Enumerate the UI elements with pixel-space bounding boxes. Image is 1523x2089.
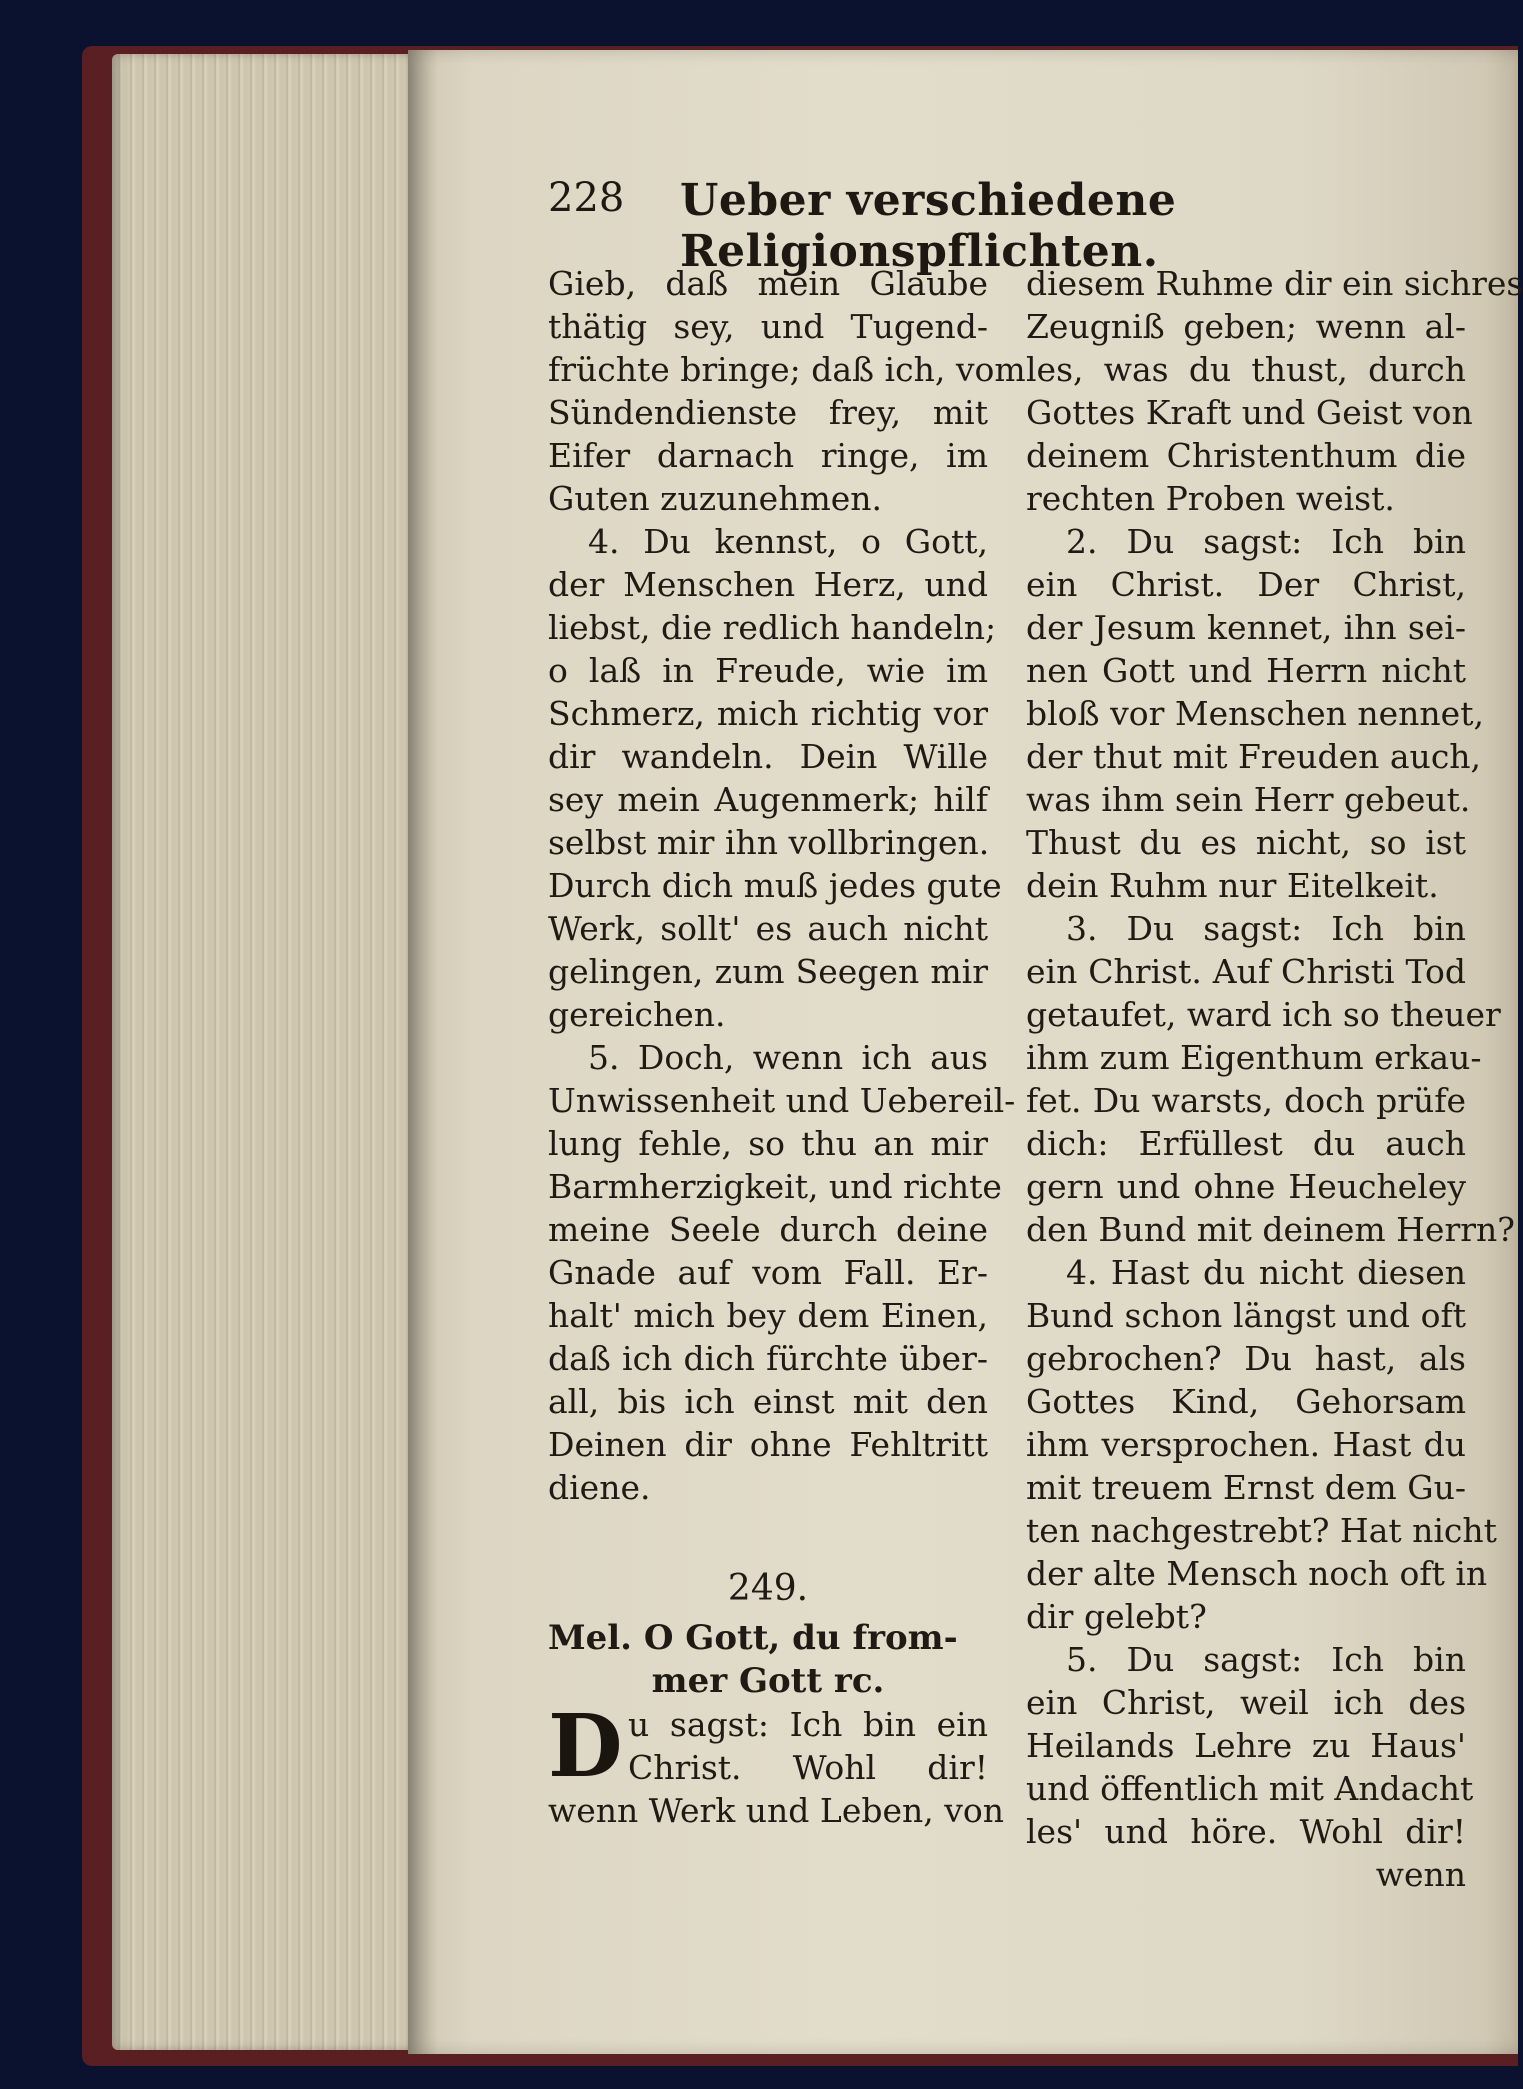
text-line: Bund schon längst und oft xyxy=(1026,1296,1466,1335)
text-line: 3. Du sagst: Ich bin xyxy=(1066,909,1466,948)
text-line: o laß in Freude, wie im xyxy=(548,651,988,690)
text-line: ein Christ. Auf Christi Tod xyxy=(1026,952,1466,991)
text-line: 4. Du kennst, o Gott, xyxy=(588,522,988,561)
text-line: Guten zuzunehmen. xyxy=(548,479,883,518)
right-verse-2 xyxy=(1026,520,1484,907)
text-line: diene. xyxy=(548,1468,651,1507)
text-line: Gottes Kind, Gehorsam xyxy=(1026,1382,1466,1421)
text-line: gelingen, zum Seegen mir xyxy=(548,952,988,991)
text-line: all, bis ich einst mit den xyxy=(548,1382,988,1421)
text-line: sey mein Augenmerk; hilf xyxy=(548,780,988,819)
text-line: liebst, die redlich handeln; xyxy=(548,608,997,647)
right-verse-4 xyxy=(1026,1251,1497,1638)
page-number: 228 xyxy=(548,175,625,221)
text-line: der Jesum kennet, ihn sei- xyxy=(1026,608,1466,647)
text-line: Unwissenheit und Uebereil- xyxy=(548,1081,1016,1120)
text-line: dir gelebt? xyxy=(1026,1597,1207,1636)
text-line: meine Seele durch deine xyxy=(548,1210,988,1249)
text-line: diesem Ruhme dir ein sichres xyxy=(1026,264,1523,303)
right-verse-5 xyxy=(1026,1638,1474,1896)
text-line: der alte Mensch noch oft in xyxy=(1026,1554,1488,1593)
text-line: der Menschen Herz, und xyxy=(548,565,988,604)
text-line: getaufet, ward ich so theuer xyxy=(1026,995,1501,1034)
text-line: 5. Doch, wenn ich aus xyxy=(588,1038,988,1077)
text-line: Heilands Lehre zu Haus' xyxy=(1026,1726,1466,1765)
text-line: Werk, sollt' es auch nicht xyxy=(548,909,988,948)
left-top-paragraph xyxy=(548,262,1026,520)
melody-line: Mel. O Gott, du from- xyxy=(548,1618,958,1658)
text-line: ein Christ. Der Christ, xyxy=(1026,565,1466,604)
right-top-paragraph xyxy=(1026,262,1523,520)
text-line: gern und ohne Heucheley xyxy=(1026,1167,1466,1206)
text-line: der thut mit Freuden auch, xyxy=(1026,737,1482,776)
gutter-shadow xyxy=(408,50,438,2054)
text-line: Schmerz, mich richtig vor xyxy=(548,694,988,733)
left-verse-5 xyxy=(548,1036,1016,1509)
text-line: 2. Du sagst: Ich bin xyxy=(1066,522,1466,561)
text-line: ten nachgestrebt? Hat nicht xyxy=(1026,1511,1497,1550)
text-line: 4. Hast du nicht diesen xyxy=(1066,1253,1466,1292)
text-line: dein Ruhm nur Eitelkeit. xyxy=(1026,866,1439,905)
text-line: ihm zum Eigenthum erkau- xyxy=(1026,1038,1482,1077)
text-line: ihm versprochen. Hast du xyxy=(1026,1425,1466,1464)
text-line: Gottes Kraft und Geist von xyxy=(1026,393,1473,432)
text-line: ein Christ, weil ich des xyxy=(1026,1683,1466,1722)
text-line: wenn Werk und Leben, von xyxy=(548,1791,1005,1830)
text-line: Gieb, daß mein Glaube xyxy=(548,264,988,303)
text-line: 5. Du sagst: Ich bin xyxy=(1066,1640,1466,1679)
text-line: früchte bringe; daß ich, vom xyxy=(548,350,1026,389)
left-column xyxy=(548,262,1026,1832)
text-line: Zeugniß geben; wenn al- xyxy=(1026,307,1466,346)
text-line: thätig sey, und Tugend- xyxy=(548,307,988,346)
right-verse-3 xyxy=(1026,907,1515,1251)
page-edges xyxy=(112,54,422,2050)
text-line: u sagst: Ich bin ein xyxy=(628,1705,988,1744)
text-line: den Bund mit deinem Herrn? xyxy=(1026,1210,1515,1249)
text-line: rechten Proben weist. xyxy=(1026,479,1395,518)
hymn-number: 249. xyxy=(727,1568,809,1609)
text-line: nen Gott und Herrn nicht xyxy=(1026,651,1466,690)
text-line: halt' mich bey dem Einen, xyxy=(548,1296,988,1335)
text-line: Thust du es nicht, so ist xyxy=(1026,823,1466,862)
text-line: selbst mir ihn vollbringen. xyxy=(548,823,990,862)
text-line: mit treuem Ernst dem Gu- xyxy=(1026,1468,1466,1507)
text-line: gereichen. xyxy=(548,995,726,1034)
running-title: Ueber verschiedene Religionspflichten. xyxy=(680,175,1177,277)
text-line: daß ich dich fürchte über- xyxy=(548,1339,988,1378)
text-line: Barmherzigkeit, und richte xyxy=(548,1167,1002,1206)
text-line: Sündendienste frey, mit xyxy=(548,393,988,432)
hymn-opening xyxy=(548,1696,1005,1832)
text-line: lung fehle, so thu an mir xyxy=(548,1124,988,1163)
text-line: bloß vor Menschen nennet, xyxy=(1026,694,1484,733)
text-line: Deinen dir ohne Fehltritt xyxy=(548,1425,988,1464)
drop-cap: D xyxy=(548,1696,623,1797)
catchword: wenn xyxy=(1375,1855,1466,1894)
text-line: was ihm sein Herr gebeut. xyxy=(1026,780,1471,819)
text-line: dich: Erfüllest du auch xyxy=(1026,1124,1466,1163)
text-line: Eifer darnach ringe, im xyxy=(548,436,988,475)
text-line: dir wandeln. Dein Wille xyxy=(548,737,988,776)
text-line: les, was du thust, durch xyxy=(1026,350,1466,389)
melody-line: mer Gott rc. xyxy=(651,1661,885,1701)
left-verse-4 xyxy=(548,520,1002,1036)
text-line: und öffentlich mit Andacht xyxy=(1026,1769,1474,1808)
page-header xyxy=(548,175,1478,277)
text-line: fet. Du warsts, doch prüfe xyxy=(1026,1081,1466,1120)
text-line: Durch dich muß jedes gute xyxy=(548,866,1002,905)
text-line: les' und höre. Wohl dir! xyxy=(1026,1812,1466,1851)
text-line: Christ. Wohl dir! xyxy=(628,1748,988,1787)
text-line: Gnade auf vom Fall. Er- xyxy=(548,1253,988,1292)
text-line: gebrochen? Du hast, als xyxy=(1026,1339,1466,1378)
right-column xyxy=(1026,262,1523,1896)
text-line: deinem Christenthum die xyxy=(1026,436,1466,475)
